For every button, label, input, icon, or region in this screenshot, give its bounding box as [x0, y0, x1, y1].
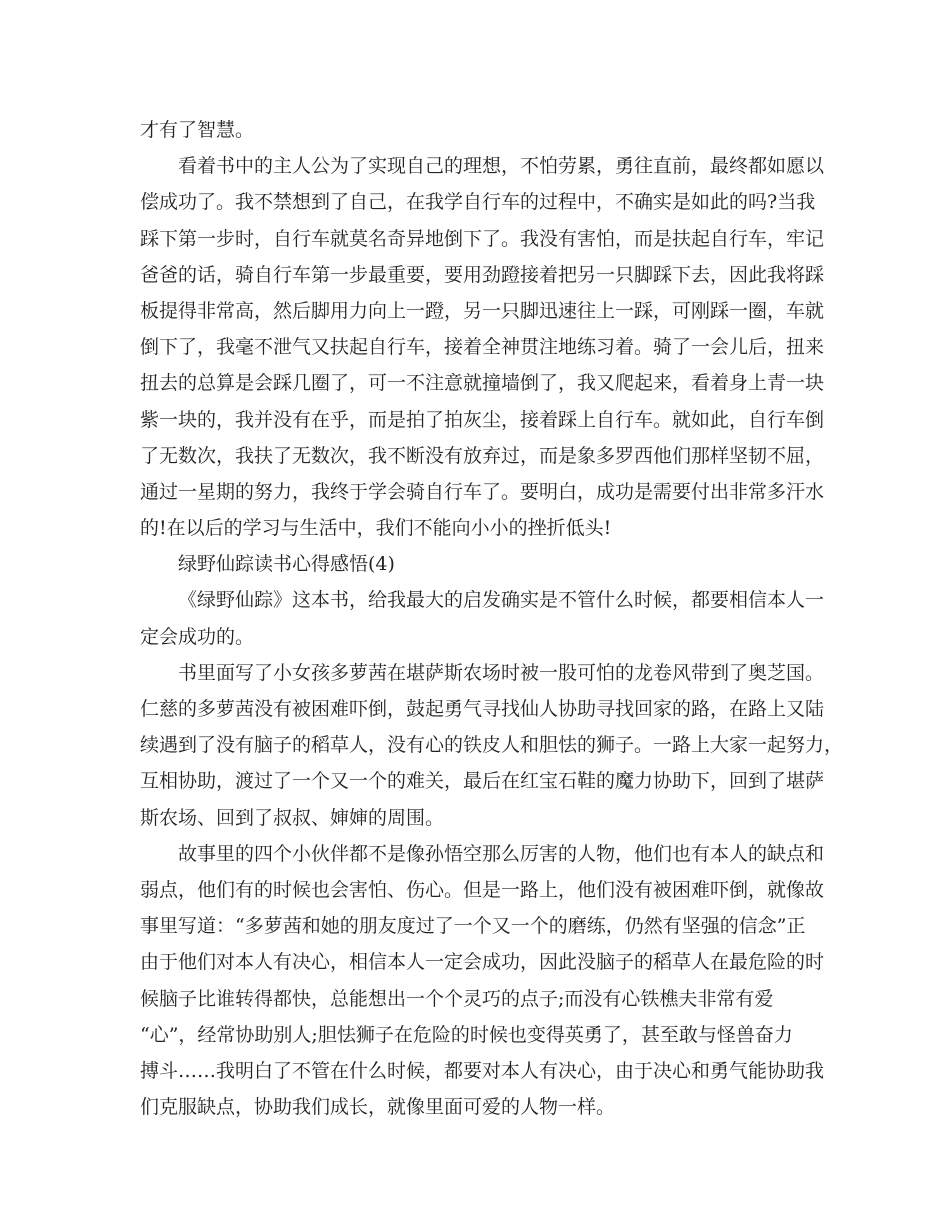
paragraph-first-line: 《绿野仙踪》这本书，给我最大的启发确实是不管什么时候，都要相信本人一	[178, 589, 825, 612]
text-line: 弱点，他们有的时候也会害怕、伤心。但是一路上，他们没有被困难吓倒，就像故	[140, 878, 825, 901]
text-line: 倒下了，我毫不泄气又扶起自行车，接着全神贯注地练习着。骑了一会儿后，扭来	[140, 336, 825, 359]
text-line: 斯农场、回到了叔叔、婶婶的周围。	[140, 806, 445, 829]
text-line: 板提得非常高，然后脚用力向上一蹬，另一只脚迅速往上一踩，可刚踩一圈，车就	[140, 299, 825, 322]
text-line: 搏斗……我明白了不管在什么时候，都要对本人有决心，由于决心和勇气能协助我	[140, 1059, 825, 1082]
text-line: 紫一块的，我并没有在乎，而是拍了拍灰尘，接着踩上自行车。就如此，自行车倒	[140, 408, 825, 431]
text-line: 了无数次，我扶了无数次，我不断没有放弃过，而是象多罗西他们那样坚韧不屈，	[140, 444, 825, 467]
text-line: “心”，经常协助别人;胆怯狮子在危险的时候也变得英勇了，甚至敢与怪兽奋力	[140, 1023, 793, 1046]
text-line: 事里写道：“多萝茜和她的朋友度过了一个又一个的磨练，仍然有坚强的信念”正	[140, 915, 806, 938]
text-line: 才有了智慧。	[140, 119, 255, 141]
paragraph-first-line: 故事里的四个小伙伴都不是像孙悟空那么厉害的人物，他们也有本人的缺点和	[178, 842, 825, 865]
text-line: 们克服缺点，协助我们成长，就像里面可爱的人物一样。	[140, 1096, 616, 1119]
text-line: 仁慈的多萝茜没有被困难吓倒，鼓起勇气寻找仙人协助寻找回家的路，在路上又陆	[140, 698, 825, 720]
text-line: 偿成功了。我不禁想到了自己，在我学自行车的过程中，不确实是如此的吗?当我	[140, 191, 816, 214]
text-line: 踩下第一步时，自行车就莫名奇异地倒下了。我没有害怕，而是扶起自行车，牢记	[140, 227, 825, 250]
text-line: 由于他们对本人有决心，相信本人一定会成功，因此没脑子的稻草人在最危险的时	[140, 951, 825, 974]
section-heading: 绿野仙踪读书心得感悟(4)	[178, 553, 395, 576]
text-line: 扭去的总算是会踩几圈了，可一不注意就撞墙倒了，我又爬起来，看着身上青一块	[140, 372, 825, 395]
text-line: 互相协助，渡过了一个又一个的难关，最后在红宝石鞋的魔力协助下，回到了堪萨	[140, 770, 825, 793]
paragraph-first-line: 书里面写了小女孩多萝茜在堪萨斯农场时被一股可怕的龙卷风带到了奥芝国。	[178, 661, 825, 684]
text-line: 定会成功的。	[140, 625, 255, 648]
text-line: 通过一星期的努力，我终于学会骑自行车了。要明白，成功是需要付出非常多汗水	[140, 480, 825, 503]
text-line: 候脑子比谁转得都快，总能想出一个个灵巧的点子;而没有心铁樵夫非常有爱	[140, 987, 774, 1010]
text-line: 的!在以后的学习与生活中，我们不能向小小的挫折低头!	[140, 517, 612, 540]
document-body	[140, 112, 844, 1125]
text-line: 爸爸的话，骑自行车第一步最重要，要用劲蹬接着把另一只脚踩下去，因此我将踩	[140, 263, 825, 286]
text-line: 续遇到了没有脑子的稻草人，没有心的铁皮人和胆怯的狮子。一路上大家一起努力，	[140, 734, 844, 757]
paragraph-first-line: 看着书中的主人公为了实现自己的理想，不怕劳累，勇往直前，最终都如愿以	[178, 155, 825, 178]
